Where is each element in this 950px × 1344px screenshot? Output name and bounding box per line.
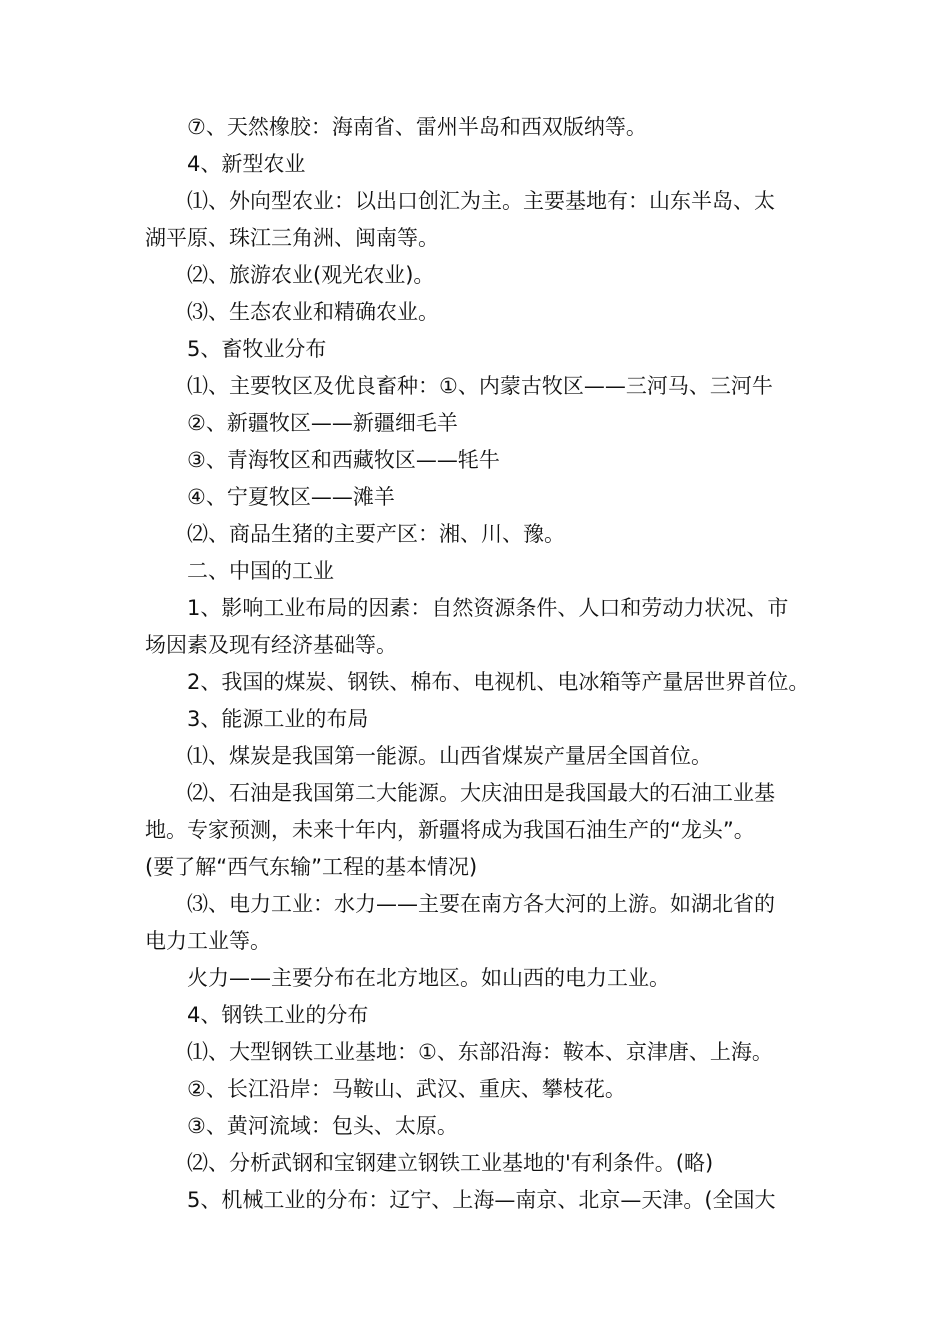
paragraph-line: ⑴、外向型农业：以出口创汇为主。主要基地有：山东半岛、太 [187,189,775,213]
paragraph-line: ⑴、煤炭是我国第一能源。山西省煤炭产量居全国首位。 [187,744,712,768]
paragraph-line: ④、宁夏牧区——滩羊 [187,485,395,509]
paragraph-line: ⑶、生态农业和精确农业。 [187,300,439,324]
paragraph-line: 3、能源工业的布局 [187,707,369,731]
paragraph-line: 4、新型农业 [187,152,306,176]
paragraph-line: ⑦、天然橡胶：海南省、雷州半岛和西双版纳等。 [187,115,647,139]
paragraph-line: ③、黄河流域：包头、太原。 [187,1114,458,1138]
paragraph-line: 火力——主要分布在北方地区。如山西的电力工业。 [187,966,670,990]
paragraph-line: ②、长江沿岸：马鞍山、武汉、重庆、攀枝花。 [187,1077,626,1101]
paragraph-line: ⑴、主要牧区及优良畜种：①、内蒙古牧区——三河马、三河牛 [187,374,773,398]
paragraph-line: 二、中国的工业 [187,559,334,583]
paragraph-line: ⑵、石油是我国第二大能源。大庆油田是我国最大的石油工业基 [187,781,775,805]
paragraph-line: (要了解“西气东输”工程的基本情况) [145,855,478,879]
document-body [145,109,825,1219]
paragraph-line: 5、机械工业的分布：辽宁、上海—南京、北京—天津。(全国大 [187,1188,776,1212]
paragraph-line: 湖平原、珠江三角洲、闽南等。 [145,226,439,250]
paragraph-line: 2、我国的煤炭、钢铁、棉布、电视机、电冰箱等产量居世界首位。 [187,670,810,694]
paragraph-line: 1、影响工业布局的因素：自然资源条件、人口和劳动力状况、市 [187,596,789,620]
paragraph-line: 4、钢铁工业的分布 [187,1003,369,1027]
paragraph-line: ③、青海牧区和西藏牧区——牦牛 [187,448,500,472]
paragraph-line: 电力工业等。 [145,929,271,953]
paragraph-line: ⑴、大型钢铁工业基地：①、东部沿海：鞍本、京津唐、上海。 [187,1040,773,1064]
paragraph-line: 场因素及现有经济基础等。 [145,633,397,657]
paragraph-line: ⑵、分析武钢和宝钢建立钢铁工业基地的'有利条件。(略) [187,1151,714,1175]
paragraph-line: 地。专家预测，未来十年内，新疆将成为我国石油生产的“龙头”。 [145,818,755,842]
paragraph-line: ⑵、旅游农业(观光农业)。 [187,263,435,287]
paragraph-line: ②、新疆牧区——新疆细毛羊 [187,411,458,435]
paragraph-line: ⑵、商品生猪的主要产区：湘、川、豫。 [187,522,565,546]
paragraph-line: 5、畜牧业分布 [187,337,327,361]
paragraph-line: ⑶、电力工业：水力——主要在南方各大河的上游。如湖北省的 [187,892,775,916]
